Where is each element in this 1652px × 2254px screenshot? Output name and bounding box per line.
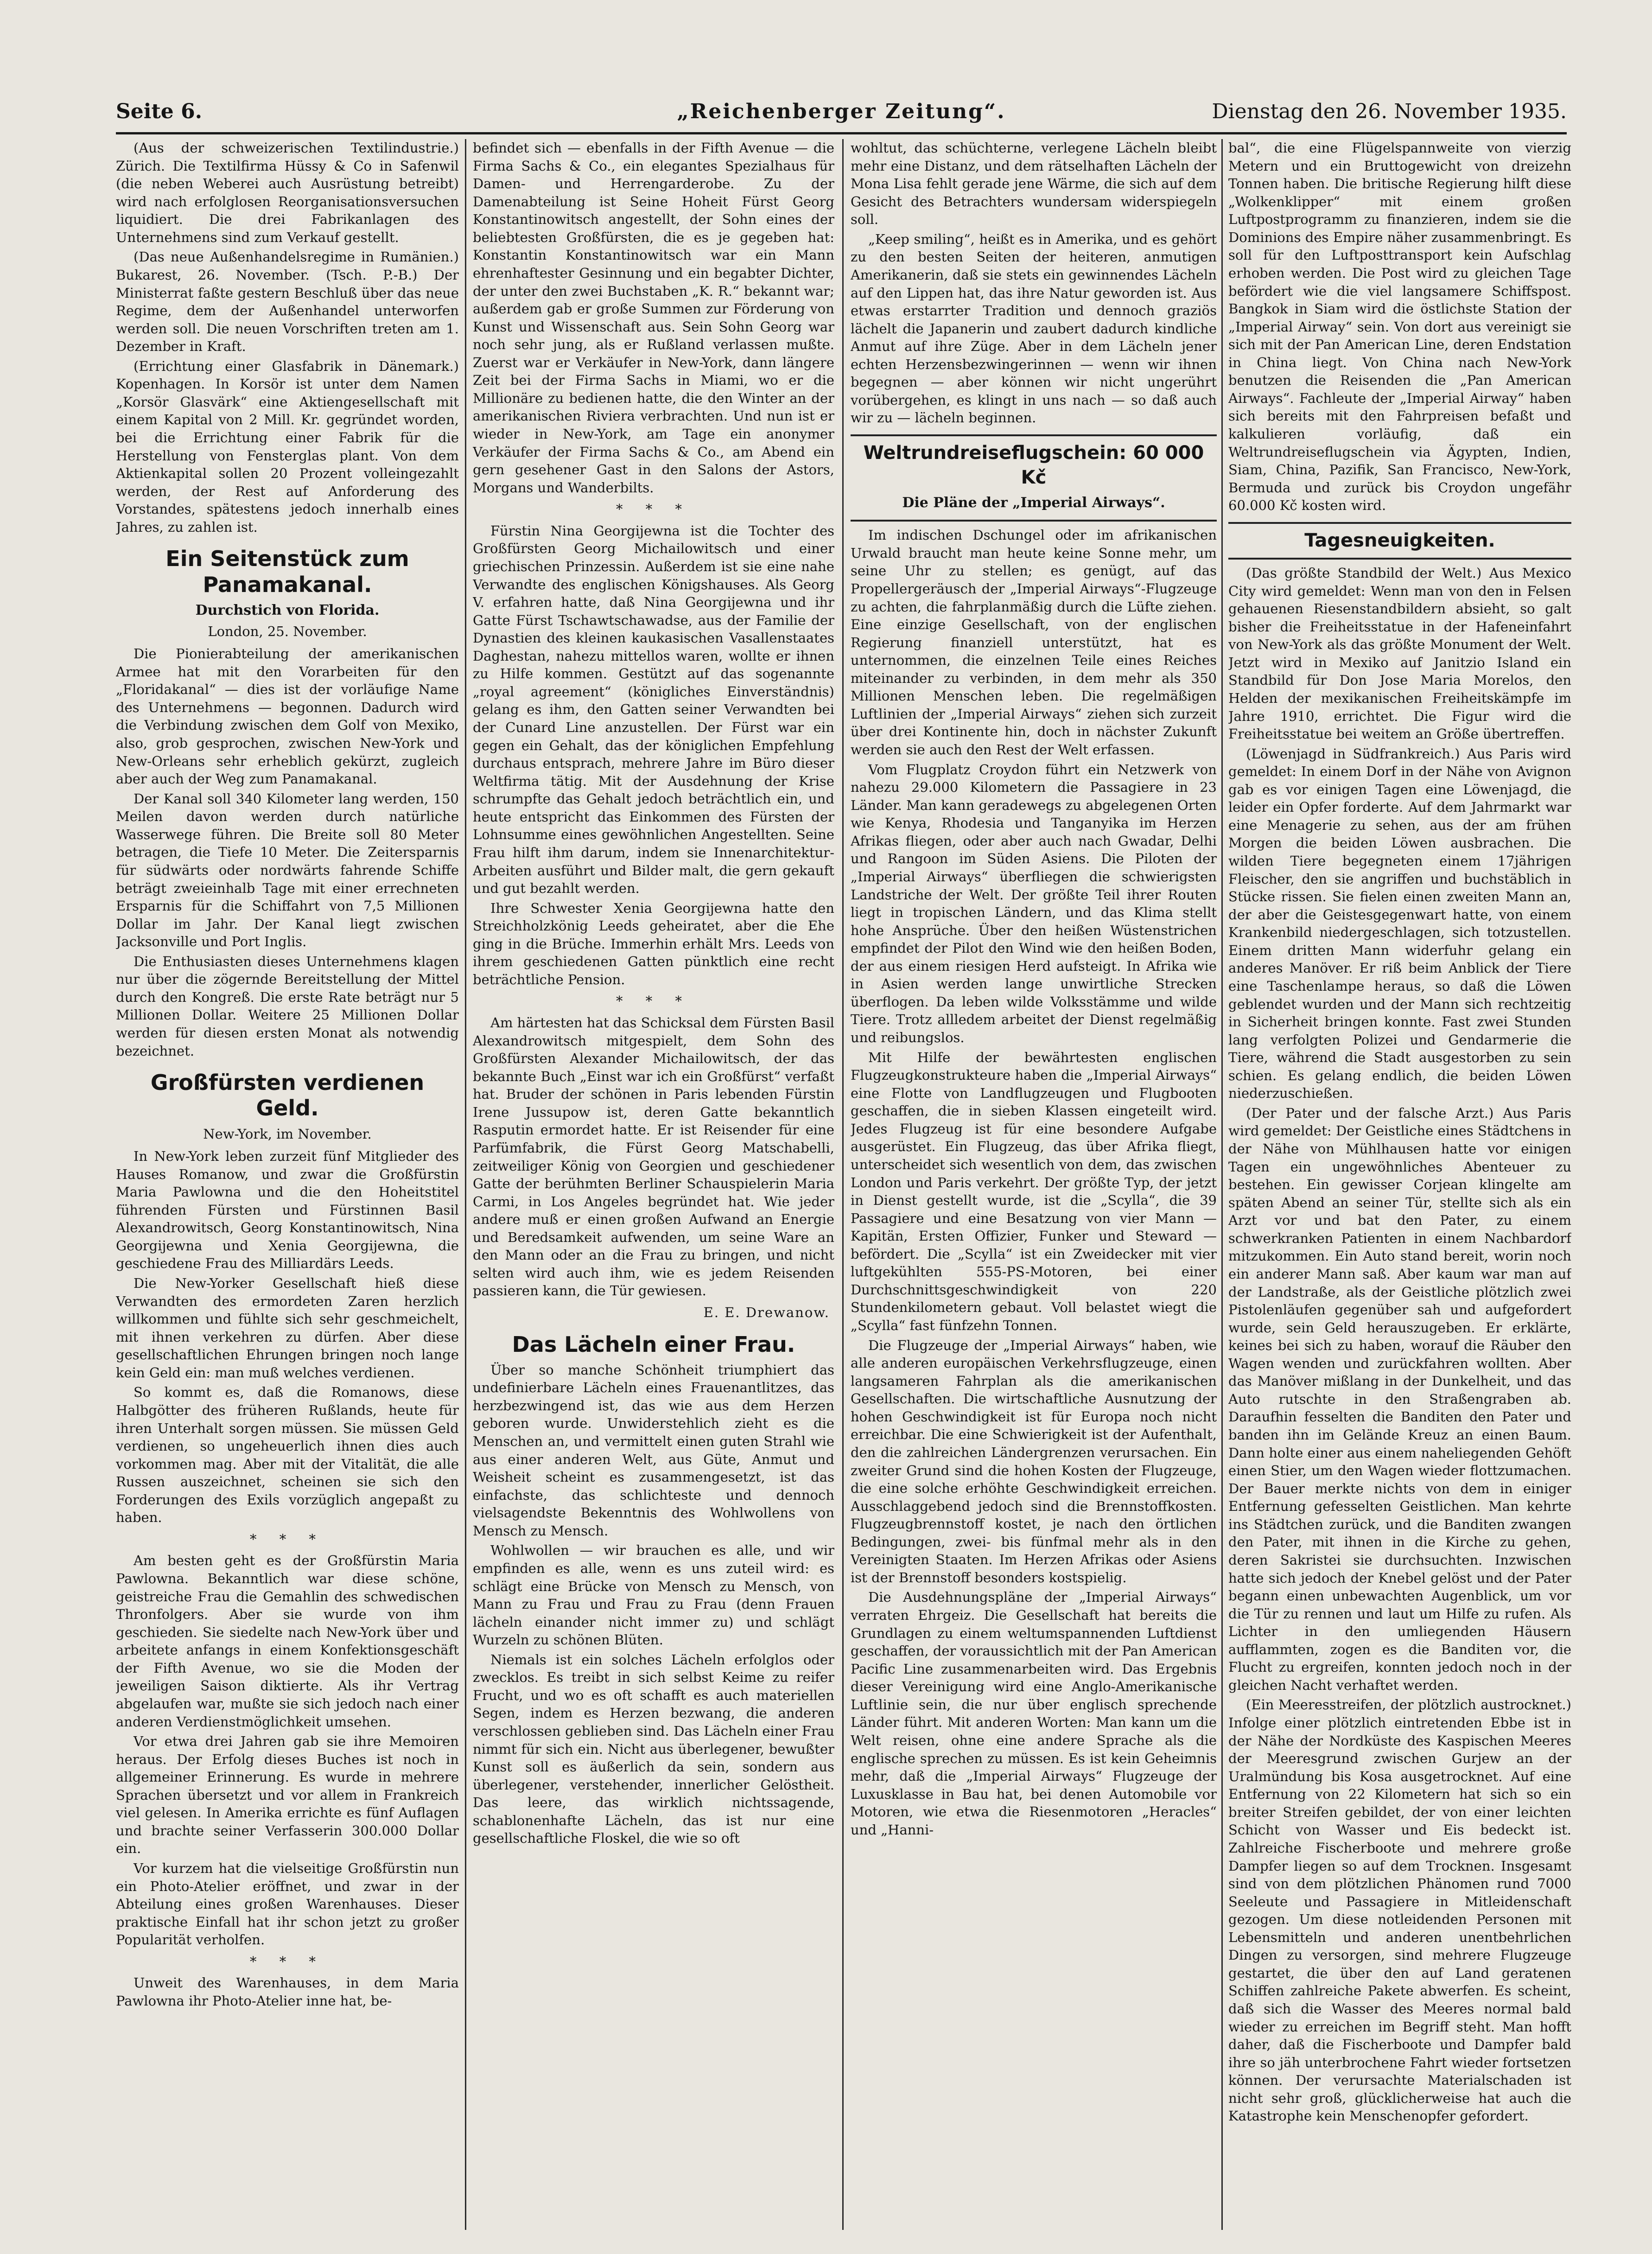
article-subheadline-florida: Durchstich von Florida. <box>195 602 380 618</box>
section-headline-tagesneuigkeiten: Tagesneuigkeiten. <box>1304 529 1495 551</box>
article-paragraph: Über so manche Schönheit triumphiert das undefinierbare Lächeln eines Frauenantlitzes, das herzbezwingend ist, das wie aus dem Herzen geboren wurde. Unwiderstehlich zieht es die Menschen an, und vermittelt einen guten Strahl wie aus einer anderen Welt, aus Güte, Anmut und Weisheit scheint es zusammengesetzt, ist das einfachste, das schlichteste und dennoch vielsagendste Bekenntnis des Wohlwollens von Mensch zu Mensch. <box>473 1362 834 1539</box>
article-paragraph: So kommt es, daß die Romanows, diese Halbgötter des früheren Rußlands, heute für ihren Unterhalt sorgen müssen. Sie müssen Geld verdienen, so ungeheuerlich ihnen dies auch vorkommen mag. Aber mit der Vitalität, die alle Russen auszeichnet, scheinen sie sich den Forderungen des Exils vorzüglich angepaßt zu haben. <box>116 1384 459 1526</box>
article-paragraph: Die Ausdehnungspläne der „Imperial Airways“ verraten Ehrgeiz. Die Gesellschaft hat bereits die Grundlagen zu einem weltumspannenden Luftdienst geschaffen, der voraussichtlich mit der Pan American Pacific Line zusammenarbeiten wird. Das Ergebnis dieser Vereinigung wird eine Anglo-Amerikanische Luftlinie sein, die nur über englisch sprechende Länder führt. Mit anderen Worten: Man kann um die Welt reisen, ohne eine andere Sprache als die englische sprechen zu müssen. Es ist kein Geheimnis mehr, daß die „Imperial Airways“ Flugzeuge der Luxusklasse in Bau hat, bei denen Automobile vor Motoren, wie etwa die Riesenmotoren „Heracles“ und „Hanni- <box>851 1589 1217 1838</box>
article-headline-florida: Ein Seitenstück zum Panamakanal. <box>165 546 409 597</box>
section-separator: * * * <box>616 501 691 517</box>
column-divider <box>1221 139 1223 2230</box>
section-separator: * * * <box>250 1531 325 1547</box>
article-paragraph: bal“, die eine Flügelspannweite von vierzig Metern und ein Bruttogewicht von dreizehn Tonnen haben. Die britische Regierung hilft diese „Wolkenklipper“ mit einem großen Luftpostprogramm zu finanzieren, indem sie die Dominions des Empire näher zusammenbringt. Es soll für den Luftposttransport kein Aufschlag erhoben werden. Die Post wird zu gleichen Tage befördert wie die viel langsamere Schiffspost. Bangkok in Siam wird die östlichste Station der „Imperial Airway“ sein. Von dort aus vereinigt sie sich mit der Pan American Line, deren Endstation in China liegt. Von China nach New-York benutzen die Reisenden die „Pan American Airways“. Fachleute der „Imperial Airway“ haben sich bereits mit den Fahrpreisen befaßt und kalkulieren vorläufig, daß ein Weltrundreiseflugschein via Ägypten, Indien, Siam, China, Pazifik, San Francisco, New-York, Bermuda und zurück bis Croydon ungefähr 60.000 Kč kosten wird. <box>1228 140 1571 514</box>
news-item-standbild: (Das größte Standbild der Welt.) Aus Mexico City wird gemeldet: Wenn man von den in Felsen gehauenen Riesenstandbildern absieht, so galt bisher die Freiheitsstatue in der Hafeneinfahrt von New-York als das größte Monument der Welt. Jetzt wird in Mexiko auf Janitzio Island ein Standbild für Don Jose Maria Morelos, den Helden der mexikanischen Freiheitskämpfe im Jahre 1910, errichtet. Die Figur wird die Freiheitsstatue bei weitem an Größe übertreffen. <box>1228 565 1571 742</box>
column-3 <box>851 139 1217 2230</box>
article-paragraph: wohltut, das schüchterne, verlegene Lächeln bleibt mehr eine Distanz, und dem rätselhaften Lächeln der Mona Lisa fehlt gerade jene Wärme, die sich auf dem Gesicht des Betrachters wundersam widerspiegeln soll. <box>851 140 1217 228</box>
column-4 <box>1228 139 1571 2230</box>
article-paragraph: Die New-Yorker Gesellschaft hieß diese Verwandten des ermordeten Zaren herzlich willkommen und fühlte sich sehr geschmeichelt, mit ihnen verkehren zu dürfen. Aber diese gesellschaftlichen Ehrungen bringen noch lange kein Geld ein: man muß welches verdienen. <box>116 1275 459 1381</box>
dateline-newyork: New-York, im November. <box>203 1126 372 1142</box>
article-paragraph: Ihre Schwester Xenia Georgijewna hatte den Streichholzkönig Leeds geheiratet, aber die Ehe ging in die Brüche. Immerhin erhält Mrs. Leeds von ihrem geschiedenen Gatten pünktlich eine recht beträchtliche Pension. <box>473 900 834 987</box>
header-rule <box>116 132 1567 134</box>
news-item-meeresstreifen: (Ein Meeresstreifen, der plötzlich austrocknet.) Infolge einer plötzlich eintretenden Ebbe ist in der Nähe der Nordküste des Kaspischen Meeres der Meeresgrund zwischen Gurjew an der Uralmündung bis Kosa ausgetrocknet. Auf eine Entfernung von 22 Kilometern hat sich so ein breiter Streifen gebildet, der von einer leichten Schicht von Wasser und Eis bedeckt ist. Zahlreiche Fischerboote und mehrere große Dampfer liegen so auf dem Trocknen. Insgesamt sind von dem plötzlichen Phänomen rund 7000 Seeleute und Passagiere in Mitleidenschaft gezogen. Um diese notleidenden Personen mit Lebensmitteln und anderen unentbehrlichen Dingen zu versorgen, sind mehrere Flugzeuge gestartet, die über den auf Land geratenen Schiffen zahlreiche Pakete abwerfen. Es scheint, daß sich die Wasser des Meeres normal bald wieder zu erreichen im Begriff steht. Man hofft daher, daß die Fischerboote und Dampfer bald ihre so jäh unterbrochene Fahrt wieder fortsetzen können. Der verursachte Materialschaden ist nicht sehr groß, glücklicherweise hat auch die Katastrophe kein Menschenopfer gefordert. <box>1228 1697 1571 2124</box>
article-paragraph: Der Kanal soll 340 Kilometer lang werden, 150 Meilen davon werden durch natürliche Wasserwege führen. Die Breite soll 80 Meter betragen, die Tiefe 10 Meter. Die Zeitersparnis für südwärts oder nordwärts fahrende Schiffe beträgt zweieinhalb Tage mit einer errechneten Ersparnis für die Schiffahrt von 7,5 Millionen Dollar im Jahr. Der Kanal liegt zwischen Jacksonville und Port Inglis. <box>116 790 459 950</box>
article-headline-grossfuersten: Großfürsten verdienen Geld. <box>150 1070 425 1121</box>
article-paragraph: Am besten geht es der Großfürstin Maria Pawlowna. Bekanntlich war diese schöne, geistreiche Frau die Gemahlin des schwedischen Thronfolgers. Aber sie wurde von ihm geschieden. Sie siedelte nach New-York über und arbeitete anfangs in einem Konfektionsgeschäft der Fifth Avenue, wo sie die Moden der jeweiligen Saison diktierte. Als ihr Vertrag abgelaufen war, mußte sie sich jedoch nach einer anderen Verdienstmöglichkeit umsehen. <box>116 1553 459 1730</box>
section-header-box <box>1228 522 1571 560</box>
article-paragraph: Die Flugzeuge der „Imperial Airways“ haben, wie alle anderen europäischen Verkehrsflugzeuge, einen langsameren Fahrplan als die amerikanischen Gesellschaften. Die wirtschaftliche Ausnutzung der hohen Geschwindigkeit ist für Europa noch nicht erreichbar. Die eine Schwierigkeit ist der Aufenthalt, den die zahlreichen Ländergrenzen verursachen. Ein zweiter Grund sind die hohen Kosten der Flugzeuge, die eine solche erhöhte Geschwindigkeit erreichen. Ausschlaggebend jedoch sind die Brennstoffkosten. Flugzeugbrennstoff kostet, je nach den örtlichen Bedingungen, zwei- bis fünfmal mehr als in den Vereinigten Staaten. Im Herzen Afrikas oder Asiens ist der Brennstoff besonders kostspielig. <box>851 1337 1217 1585</box>
newspaper-title: „Reichenberger Zeitung“. <box>677 100 1006 123</box>
article-headline-weltrundreise: Weltrundreiseflugschein: 60 000 Kč <box>863 442 1204 489</box>
article-paragraph: Niemals ist ein solches Lächeln erfolglos oder zwecklos. Es treibt in sich selbst Keime zu reifer Frucht, und wo es oft schafft es auch materiellen Segen, indem es Herzen bezwang, die anderen verschlossen geblieben sind. Das Lächeln einer Frau nimmt für sich ein. Nicht aus überlegener, bewußter Kunst soll es äußerlich da sein, sondern aus überlegener, verstehender, innerlicher Gelöstheit. Das leere, das wirklich nichtssagende, schablonenhafte Lächeln, das ist nur eine gesellschaftliche Floskel, die wie so oft <box>473 1651 834 1846</box>
column-divider <box>842 139 844 2230</box>
column-2 <box>473 139 834 2230</box>
article-paragraph: Am härtesten hat das Schicksal dem Fürsten Basil Alexandrowitsch mitgespielt, dem Sohn des Großfürsten Alexander Michailowitsch, der das bekannte Buch „Einst war ich ein Großfürst“ verfaßt hat. Bruder der schönen in Paris lebenden Fürstin Irene Jussupow ist, deren Gatte bekanntlich Rasputin ermordet hatte. Er ist Reisender für eine Parfümfabrik, die Fürst Georg Matschabelli, zeitweiliger König von Georgien und geschiedener Gatte der berühmten Berliner Schauspielerin Maria Carmi, in Los Angeles begründet hat. Wie jeder andere muß er einen großen Aufwand an Energie und Beredsamkeit aufwenden, um seine Ware an den Mann oder an die Frau zu bringen, und nicht selten wird auch ihm, wie es jedem Reisenden passieren kann, die Tür gewiesen. <box>473 1015 834 1299</box>
section-separator: * * * <box>616 993 691 1009</box>
page-header <box>116 100 1567 132</box>
news-item-loewenjagd: (Löwenjagd in Südfrankreich.) Aus Paris wird gemeldet: In einem Dorf in der Nähe von Avignon gab es vor einigen Tagen eine Löwenjagd, die leider ein Opfer forderte. Auf dem Jahrmarkt war eine Menagerie zu sehen, aus der am frühen Morgen die beiden Löwen ausbrachen. Die wilden Tiere begegneten einem 17jährigen Fleischer, den sie angriffen und buchstäblich in Stücke rissen. Sie fielen einen zweiten Mann an, der aber die Geistesgegenwart hatte, von einem Krankenbild niedergeschlagen, sich totzustellen. Einem dritten Mann widerfuhr gelang ein anderes Manöver. Er riß beim Anblick der Tiere eine Taschenlampe heraus, so daß die Löwen geblendet wurden und der Mann sich rechtzeitig in Sicherheit bringen konnte. Fast zwei Stunden lang verfolgten Polizei und Gendarmerie die Tiere, während die Stadt ausgestorben zu sein schien. Es gelang endlich, die beiden Löwen niederzuschießen. <box>1228 745 1571 1102</box>
news-item-romania: (Das neue Außenhandelsregime in Rumänien.) Bukarest, 26. November. (Tsch. P.-B.) Der Ministerrat faßte gestern Beschluß über das neue Regime, dem der Außenhandel unterworfen werden soll. Die neuen Vorschriften treten am 1. Dezember in Kraft. <box>116 249 459 355</box>
article-paragraph: Die Enthusiasten dieses Unternehmens klagen nur über die zögernde Bereitstellung der Mittel durch den Kongreß. Die erste Rate beträgt nur 5 Millionen Dollar. Weitere 25 Millionen Dollar werden für diesen ersten Monat als notwendig bezeichnet. <box>116 953 459 1059</box>
issue-date: Dienstag den 26. November 1935. <box>1212 100 1567 123</box>
column-1 <box>116 139 459 2230</box>
column-divider <box>465 139 466 2230</box>
article-paragraph: Vom Flugplatz Croydon führt ein Netzwerk von nahezu 29.000 Kilometern die Passagiere in 23 Länder. Man kann geradewegs zu abgelegenen Orten wie Kenya, Rhodesia und Tanganyika im Herzen Afrikas fliegen, oder aber auch nach Gwadar, Delhi und Rangoon im Süden Asiens. Die Piloten der „Imperial Airways“ überfliegen die schwierigsten Landstriche der Welt. Der größte Teil ihrer Routen liegt in tropischen Ländern, und das Klima stellt hohe Ansprüche. Über den heißen Wüstenstrichen empfindet der Pilot den Wind wie den heißen Boden, der aus einem riesigen Herd aufsteigt. In Afrika wie in Asien werden lange unwirtliche Strecken überflogen. Da leben wilde Volksstämme und wilde Tiere. Trotz allledem arbeitet der Dienst regelmäßig und reibungslos. <box>851 761 1217 1046</box>
article-header-box <box>851 434 1217 522</box>
article-paragraph: Fürstin Nina Georgijewna ist die Tochter des Großfürsten Georg Michailowitsch und einer griechischen Prinzessin. Außerdem ist sie eine nahe Verwandte des englischen Königshauses. Als Georg V. erfahren hatte, daß Nina Georgijewna und ihr Gatte Fürst Tschawtschawadse, aus der Familie der Dynastien des kleinen kaukasischen Vasallenstaates Daghestan, nahezu mittellos waren, wollte er ihnen zu Hilfe kommen. Gestützt auf das sogenannte „royal agreement“ (königliches Einverständnis) gelang es ihm, den Gatten seiner Verwandten bei der Cunard Line anzustellen. Der Fürst war ein gegen ein Gehalt, das der königlichen Empfehlung durchaus entsprach, mehrere Jahre im Büro dieser Weltfirma tätig. Mit der Ausdehnung der Krise schrumpfte das Gehalt jedoch beträchtlich ein, und heute entspricht das Einkommen des Fürsten der Lohnsumme eines gewöhnlichen Angestellten. Seine Frau hilft ihm darum, indem sie Innenarchitektur-Arbeiten ausführt und Bilder malt, die gern gekauft und gut bezahlt werden. <box>473 522 834 897</box>
article-paragraph: Mit Hilfe der bewährtesten englischen Flugzeugkonstrukteure haben die „Imperial Airways“ eine Flotte von Landflugzeugen und Flugbooten geschaffen, die in sieben Klassen eingeteilt wird. Jedes Flugzeug ist für eine besondere Aufgabe ausgerüstet. Ein Flugzeug, das über Afrika fliegt, unterscheidet sich wesentlich von dem, das zwischen London und Paris verkehrt. Der größte Typ, der jetzt in Dienst gestellt wurde, ist die „Scylla“, die 39 Passagiere und eine Besatzung von vier Mann — Kapitän, Ersten Offizier, Funker und Steward — befördert. Die „Scylla“ ist ein Zweidecker mit vier luftgekühlten 555-PS-Motoren, bei einer Durchschnittsgeschwindigkeit von 220 Stundenkilometern gebaut. Voll belastet wiegt die „Scylla“ fast fünfzehn Tonnen. <box>851 1049 1217 1334</box>
article-subheadline-imperial: Die Pläne der „Imperial Airways“. <box>902 495 1165 511</box>
dateline-london: London, 25. November. <box>208 623 367 639</box>
author-signature: E. E. Drewanow. <box>703 1305 830 1320</box>
news-item-textile: (Aus der schweizerischen Textilindustrie.) Zürich. Die Textilfirma Hüssy & Co in Safenwil (die neben Weberei auch Ausrüstung betreibt) wird nach erfolglosen Reorganisationsversuchen liquidiert. Die drei Fabrikanlagen des Unternehmens sind zum Verkauf gestellt. <box>116 140 459 245</box>
article-headline-laecheln: Das Lächeln einer Frau. <box>512 1331 795 1357</box>
article-paragraph: Wohlwollen — wir brauchen es alle, und wir empfinden es alle, wenn es uns zuteil wird: es schlägt eine Brücke von Mensch zu Mensch, von Mann zu Frau und Frau zu Frau (denn Frauen lächeln einander nicht immer zu) und schlägt Wurzeln zu schönen Blüten. <box>473 1542 834 1648</box>
article-paragraph: In New-York leben zurzeit fünf Mitglieder des Hauses Romanow, und zwar die Großfürstin Maria Pawlowna und die den Hoheitstitel führenden Fürsten und Fürstinnen Basil Alexandrowitsch, Georg Konstantinowitsch, Nina Georgijewna und Xenia Georgijewna, die geschiedene Frau des Milliardärs Leeds. <box>116 1148 459 1272</box>
article-paragraph: Vor etwa drei Jahren gab sie ihre Memoiren heraus. Der Erfolg dieses Buches ist noch in allgemeiner Erinnerung. Es wurde in mehrere Sprachen übersetzt und vor allem in Frankreich viel gelesen. In Amerika errichte es fünf Auflagen und brachte seiner Verfasserin 300.000 Dollar ein. <box>116 1733 459 1857</box>
news-item-glass-factory: (Errichtung einer Glasfabrik in Dänemark.) Kopenhagen. In Korsör ist unter dem Namen „Korsör Glasvärk“ eine Aktiengesellschaft mit einem Kapital von 2 Mill. Kr. gegründet worden, bei die Errichtung einer Fabrik für die Herstellung von Fensterglas plant. Von dem Aktienkapital sollen 20 Prozent volleingezahlt werden, der Rest auf Anforderung des Vorstandes, spätestens jedoch innerhalb eines Jahres, zu zahlen ist. <box>116 358 459 535</box>
page-number: Seite 6. <box>116 100 203 123</box>
news-item-pater: (Der Pater und der falsche Arzt.) Aus Paris wird gemeldet: Der Geistliche eines Städtchens in der Nähe von Mühlhausen hatte vor einigen Tagen ein ungewöhnliches Abenteuer zu bestehen. Ein gewisser Corjean klingelte am späten Abend an seiner Tür, stellte sich als ein Arzt vor und bat den Pater, zu einem schwerkranken Patienten in einem Nachbardorf mitzukommen. Ein Auto stand bereit, worin noch ein anderer Mann saß. Aber kaum war man auf der Landstraße, als der Geistliche plötzlich zwei Pistolenläufen gegenüber sah und aufgefordert wurde, sein Geld herauszugeben. Er erklärte, keines bei sich zu haben, worauf die Räuber den Wagen wenden und zurückfahren wollten. Aber das Manöver mißlang in der Dunkelheit, und das Auto rutschte in den Straßengraben ab. Daraufhin fesselten die Banditen den Pater und banden ihn im Gelände Kreuz an einen Baum. Dann holte einer aus einem naheliegenden Gehöft einen Stier, um den Wagen wieder flottzumachen. Der Bauer merkte nichts von dem in einiger Entfernung gefesselten Geistlichen. Man kehrte ins Städtchen zurück, und die Banditen zwangen den Pater, mit ihnen in die Kirche zu gehen, deren Sakristei sie durchsuchten. Inzwischen hatte sich jedoch der Knebel gelöst und der Pater begann einen unbewachten Augenblick, um vor die Tür zu rennen und laut um Hilfe zu rufen. Als Lichter in den umliegenden Häusern aufflammten, zogen es die Banditen vor, die Flucht zu ergreifen, konnten jedoch noch in der gleichen Nacht verhaftet werden. <box>1228 1105 1571 1693</box>
article-paragraph: „Keep smiling“, heißt es in Amerika, und es gehört zu den besten Seiten der heiteren, anmutigen Amerikanerin, daß sie stets ein gewinnendes Lächeln auf den Lippen hat, das ihre Natur geworden ist. Aus etwas erstarrter Tradition und dennoch graziös lächelt die Japanerin und zaubert dadurch kindliche Anmut auf ihre Züge. Aber in dem Lächeln jener echten Herzensbezwingerinnen — wenn wir ihnen begegnen — aber können wir nicht ungerührt vorübergehen, es klingt in uns nach — so daß auch wir zu — lächeln beginnen. <box>851 231 1217 426</box>
section-separator: * * * <box>250 1953 325 1969</box>
article-paragraph: befindet sich — ebenfalls in der Fifth Avenue — die Firma Sachs & Co., ein elegantes Spezialhaus für Damen- und Herrengarderobe. Zu der Damenabteilung ist Seine Hoheit Fürst Georg Konstantinowitsch angestellt, der Sohn eines der beliebtesten Großfürsten, die es je gegeben hat: Konstantin Konstantinowitsch war ein Mann ehrenhaftester Gesinnung und ein begabter Dichter, der unter den zwei Buchstaben „K. R.“ bekannt war; außerdem gab er große Summen zur Förderung von Kunst und Wissenschaft aus. Sein Sohn Georg war noch sehr jung, als er Rußland verlassen mußte. Zuerst war er Verkäufer in New-York, dann längere Zeit bei der Firma Sachs in Miami, wo er die Millionäre zu bedienen hatte, die den Winter an der amerikanischen Riviera verbrachten. Und nun ist er wieder in New-York, am Tage ein anonymer Verkäufer der Firma Sachs & Co., am Abend ein gern gesehener Gast in den Salons der Astors, Morgans und Wanderbilts. <box>473 140 834 496</box>
article-paragraph: Die Pionierabteilung der amerikanischen Armee hat mit den Vorarbeiten für den „Floridakanal“ — dies ist der vorläufige Name des Unternehmens — begonnen. Dadurch wird die Verbindung zwischen dem Golf von Mexiko, also, grob gesprochen, zwischen New-York und New-Orleans sehr erheblich gekürzt, zugleich aber auch der Weg zum Panamakanal. <box>116 646 459 787</box>
article-paragraph: Unweit des Warenhauses, in dem Maria Pawlowna ihr Photo-Atelier inne hat, be- <box>116 1975 459 2009</box>
article-paragraph: Vor kurzem hat die vielseitige Großfürstin nun ein Photo-Atelier eröffnet, und zwar in der Abteilung eines großen Warenhauses. Dieser praktische Einfall hat ihr schon jetzt zu großer Popularität verholfen. <box>116 1860 459 1948</box>
article-paragraph: Im indischen Dschungel oder im afrikanischen Urwald braucht man heute keine Sonne mehr, um seine Uhr zu stellen; es genügt, auf das Propellergeräusch der „Imperial Airways“-Flugzeuge zu achten, die fahrplanmäßig durch die Lüfte ziehen. Eine einzige Gesellschaft, von der englischen Regierung finanziell unterstützt, hat es unternommen, die einzelnen Teile eines Reiches miteinander zu verbinden, in dem mehr als 350 Millionen Menschen leben. Die regelmäßigen Luftlinien der „Imperial Airways“ ziehen sich zurzeit über drei Kontinente hin, doch in nächster Zukunft werden sie auch den Rest der Welt erfassen. <box>851 527 1217 758</box>
